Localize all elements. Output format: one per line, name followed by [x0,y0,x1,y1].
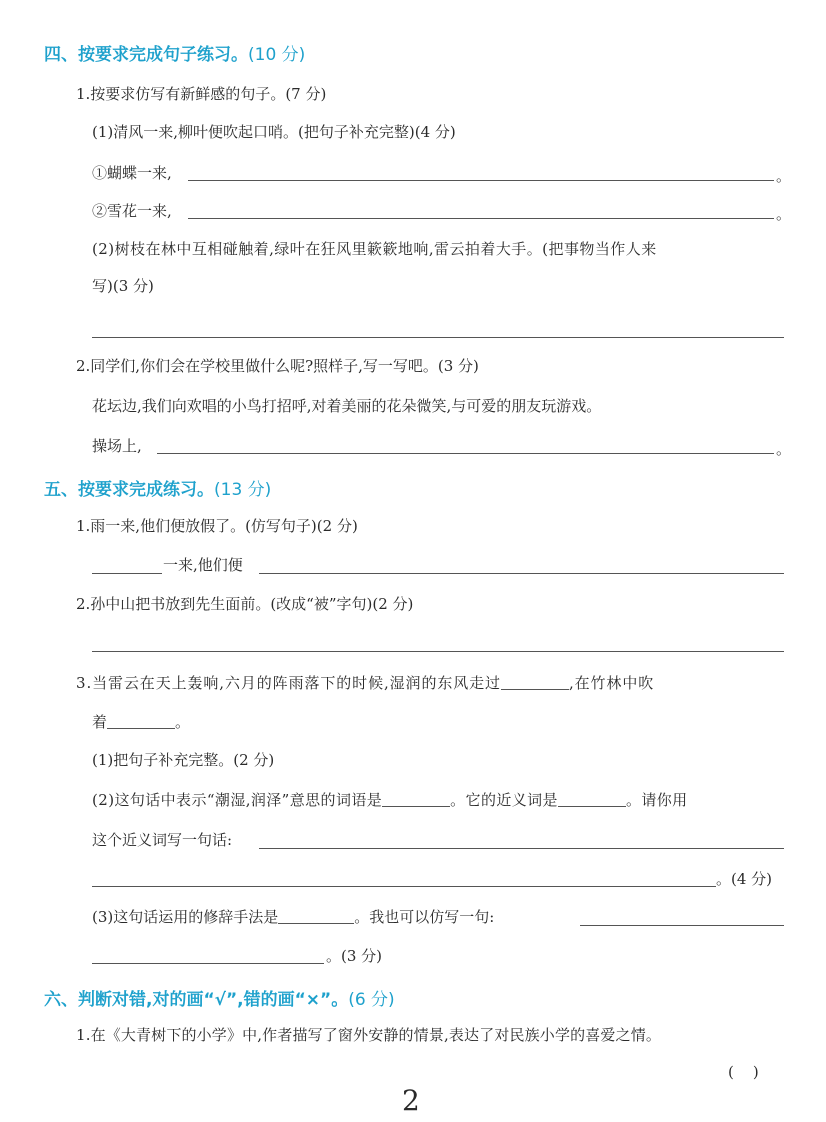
section-4-score: (10 分) [248,45,306,65]
section-5-score: (13 分) [214,480,272,500]
answer-line-imitate-2[interactable] [92,963,324,964]
s5-q3-2-score: 。(4 分) [716,870,773,888]
s5-q3-2-a: (2)这句话中表示“潮湿,润泽”意思的词语是 [92,791,383,809]
s4-q2: 2.同学们,你们会在学校里做什么呢?照样子,写一写吧。(3 分) [76,357,479,375]
section-6-score: (6 分) [348,990,395,1010]
answer-line-imitate-1[interactable] [580,925,784,926]
blank-synonym[interactable] [558,792,626,807]
section-6-title [44,985,395,1010]
blank-rhetoric[interactable] [278,909,354,924]
section-6-title-text: 六、判断对错,对的画“√”,错的画“×”。 [44,990,349,1010]
answer-line-s5q1-blank[interactable] [92,573,162,574]
blank-q3-1[interactable] [501,675,569,690]
section-4-title [44,40,305,65]
s4-q1-1-b: ②雪花一来, [92,202,172,220]
s4-q1: 1.按要求仿写有新鲜感的句子。(7 分) [76,85,327,103]
s5-q1: 1.雨一来,他们便放假了。(仿写句子)(2 分) [76,517,358,535]
s5-q3-3-text [92,907,494,927]
s5-q3-line2 [92,712,190,732]
s4-q2-end: 。 [776,440,792,458]
s5-q3-2-c: 。请你用 [625,791,688,809]
answer-line-personification[interactable] [92,337,784,338]
answer-line-s5q1[interactable] [259,573,784,574]
section-5-title-text: 五、按要求完成练习。 [44,480,214,500]
s4-q1-1-a: ①蝴蝶一来, [92,164,172,182]
s5-q3-3-score: 。(3 分) [326,947,383,965]
answer-line-snowflake[interactable] [188,218,774,219]
s4-q1-2-line2: 写)(3 分) [92,277,154,295]
s5-q1-mid: 一来,他们便 [163,556,243,574]
s4-q1-1-b-end: 。 [776,205,792,223]
s5-q3-line2-end: 。 [175,713,191,731]
s5-q3-2-line2: 这个近义词写一句话: [92,831,233,849]
s4-q1-2-line1: (2)树枝在林中互相碰触着,绿叶在狂风里簌簌地响,雷云拍着大手。(把事物当作人来 [92,240,657,258]
section-4-title-text: 四、按要求完成句子练习。 [44,45,248,65]
s6-q1: 1.在《大青树下的小学》中,作者描写了窗外安静的情景,表达了对民族小学的喜爱之情。 [76,1026,662,1044]
answer-line-synonym-sentence-2[interactable] [92,886,716,887]
answer-line-passive[interactable] [92,651,784,652]
s5-q3-line1 [76,673,654,693]
blank-moist-word[interactable] [382,792,450,807]
answer-line-playground[interactable] [157,453,774,454]
s5-q3-2-b: 。它的近义词是 [450,791,558,809]
page-number: 2 [402,1084,420,1117]
s5-q3-3-b: 。我也可以仿写一句: [354,908,495,926]
s5-q3-line1-text: 3.当雷云在天上轰响,六月的阵雨落下的时候,湿润的东风走过 [76,674,501,692]
section-5-title [44,475,271,500]
s4-q2-example: 花坛边,我们向欢唱的小鸟打招呼,对着美丽的花朵微笑,与可爱的朋友玩游戏。 [92,397,602,415]
s4-q1-1-a-end: 。 [776,167,792,185]
s6-q1-answer-paren[interactable]: ( ) [728,1063,759,1081]
s5-q2: 2.孙中山把书放到先生面前。(改成“被”字句)(2 分) [76,595,414,613]
s5-q3-3-a: (3)这句话运用的修辞手法是 [92,908,279,926]
s5-q3-line1-end: ,在竹林中吹 [568,674,655,692]
s5-q3-1: (1)把句子补充完整。(2 分) [92,751,275,769]
s5-q3-line2-text: 着 [92,713,108,731]
answer-line-butterfly[interactable] [188,180,774,181]
answer-line-synonym-sentence-1[interactable] [259,848,784,849]
s5-q3-2 [92,790,688,810]
blank-q3-2[interactable] [107,714,175,729]
s4-q1-1: (1)清风一来,柳叶便吹起口哨。(把句子补充完整)(4 分) [92,123,456,141]
s4-q2-prompt: 操场上, [92,437,142,455]
